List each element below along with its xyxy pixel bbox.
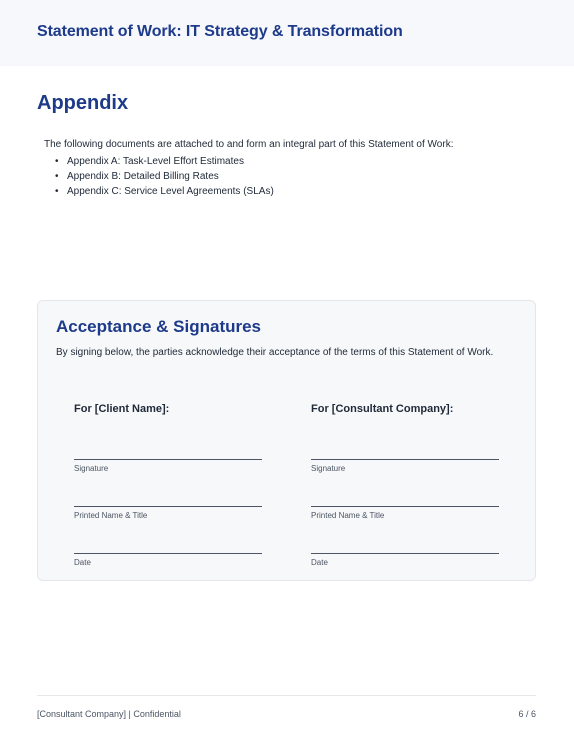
client-date-caption: Date bbox=[74, 558, 91, 567]
page-number: 6 / 6 bbox=[518, 709, 536, 719]
consultant-name-caption: Printed Name & Title bbox=[311, 511, 385, 520]
consultant-name-line bbox=[311, 506, 499, 507]
client-signature-line bbox=[74, 459, 262, 460]
appendix-intro: The following documents are attached to and form an integral part of this Statement of Work: bbox=[44, 139, 454, 150]
bullet-icon: • bbox=[55, 186, 59, 197]
client-label: For [Client Name]: bbox=[74, 403, 170, 415]
page-header bbox=[0, 0, 574, 66]
signatures-card bbox=[37, 300, 536, 581]
footer-text: [Consultant Company] | Confidential bbox=[37, 709, 181, 719]
list-item: • Appendix C: Service Level Agreements (SLAs) bbox=[55, 186, 274, 197]
consultant-signature-line bbox=[311, 459, 499, 460]
bullet-icon: • bbox=[55, 156, 59, 167]
consultant-date-line bbox=[311, 553, 499, 554]
client-date-line bbox=[74, 553, 262, 554]
consultant-date-caption: Date bbox=[311, 558, 328, 567]
bullet-icon: • bbox=[55, 171, 59, 182]
appendix-list bbox=[55, 154, 274, 199]
list-item: • Appendix B: Detailed Billing Rates bbox=[55, 171, 219, 182]
client-name-caption: Printed Name & Title bbox=[74, 511, 148, 520]
footer-divider bbox=[37, 695, 536, 696]
list-item: • Appendix A: Task-Level Effort Estimates bbox=[55, 156, 244, 167]
document-title: Statement of Work: IT Strategy & Transformation bbox=[37, 23, 403, 40]
signatures-heading: Acceptance & Signatures bbox=[56, 317, 262, 336]
client-signature-caption: Signature bbox=[74, 464, 109, 473]
signatures-text: By signing below, the parties acknowledge their acceptance of the terms of this Statement of Work. bbox=[56, 347, 494, 358]
appendix-heading: Appendix bbox=[37, 92, 129, 114]
consultant-signature-caption: Signature bbox=[311, 464, 346, 473]
consultant-label: For [Consultant Company]: bbox=[311, 403, 454, 415]
client-name-line bbox=[74, 506, 262, 507]
